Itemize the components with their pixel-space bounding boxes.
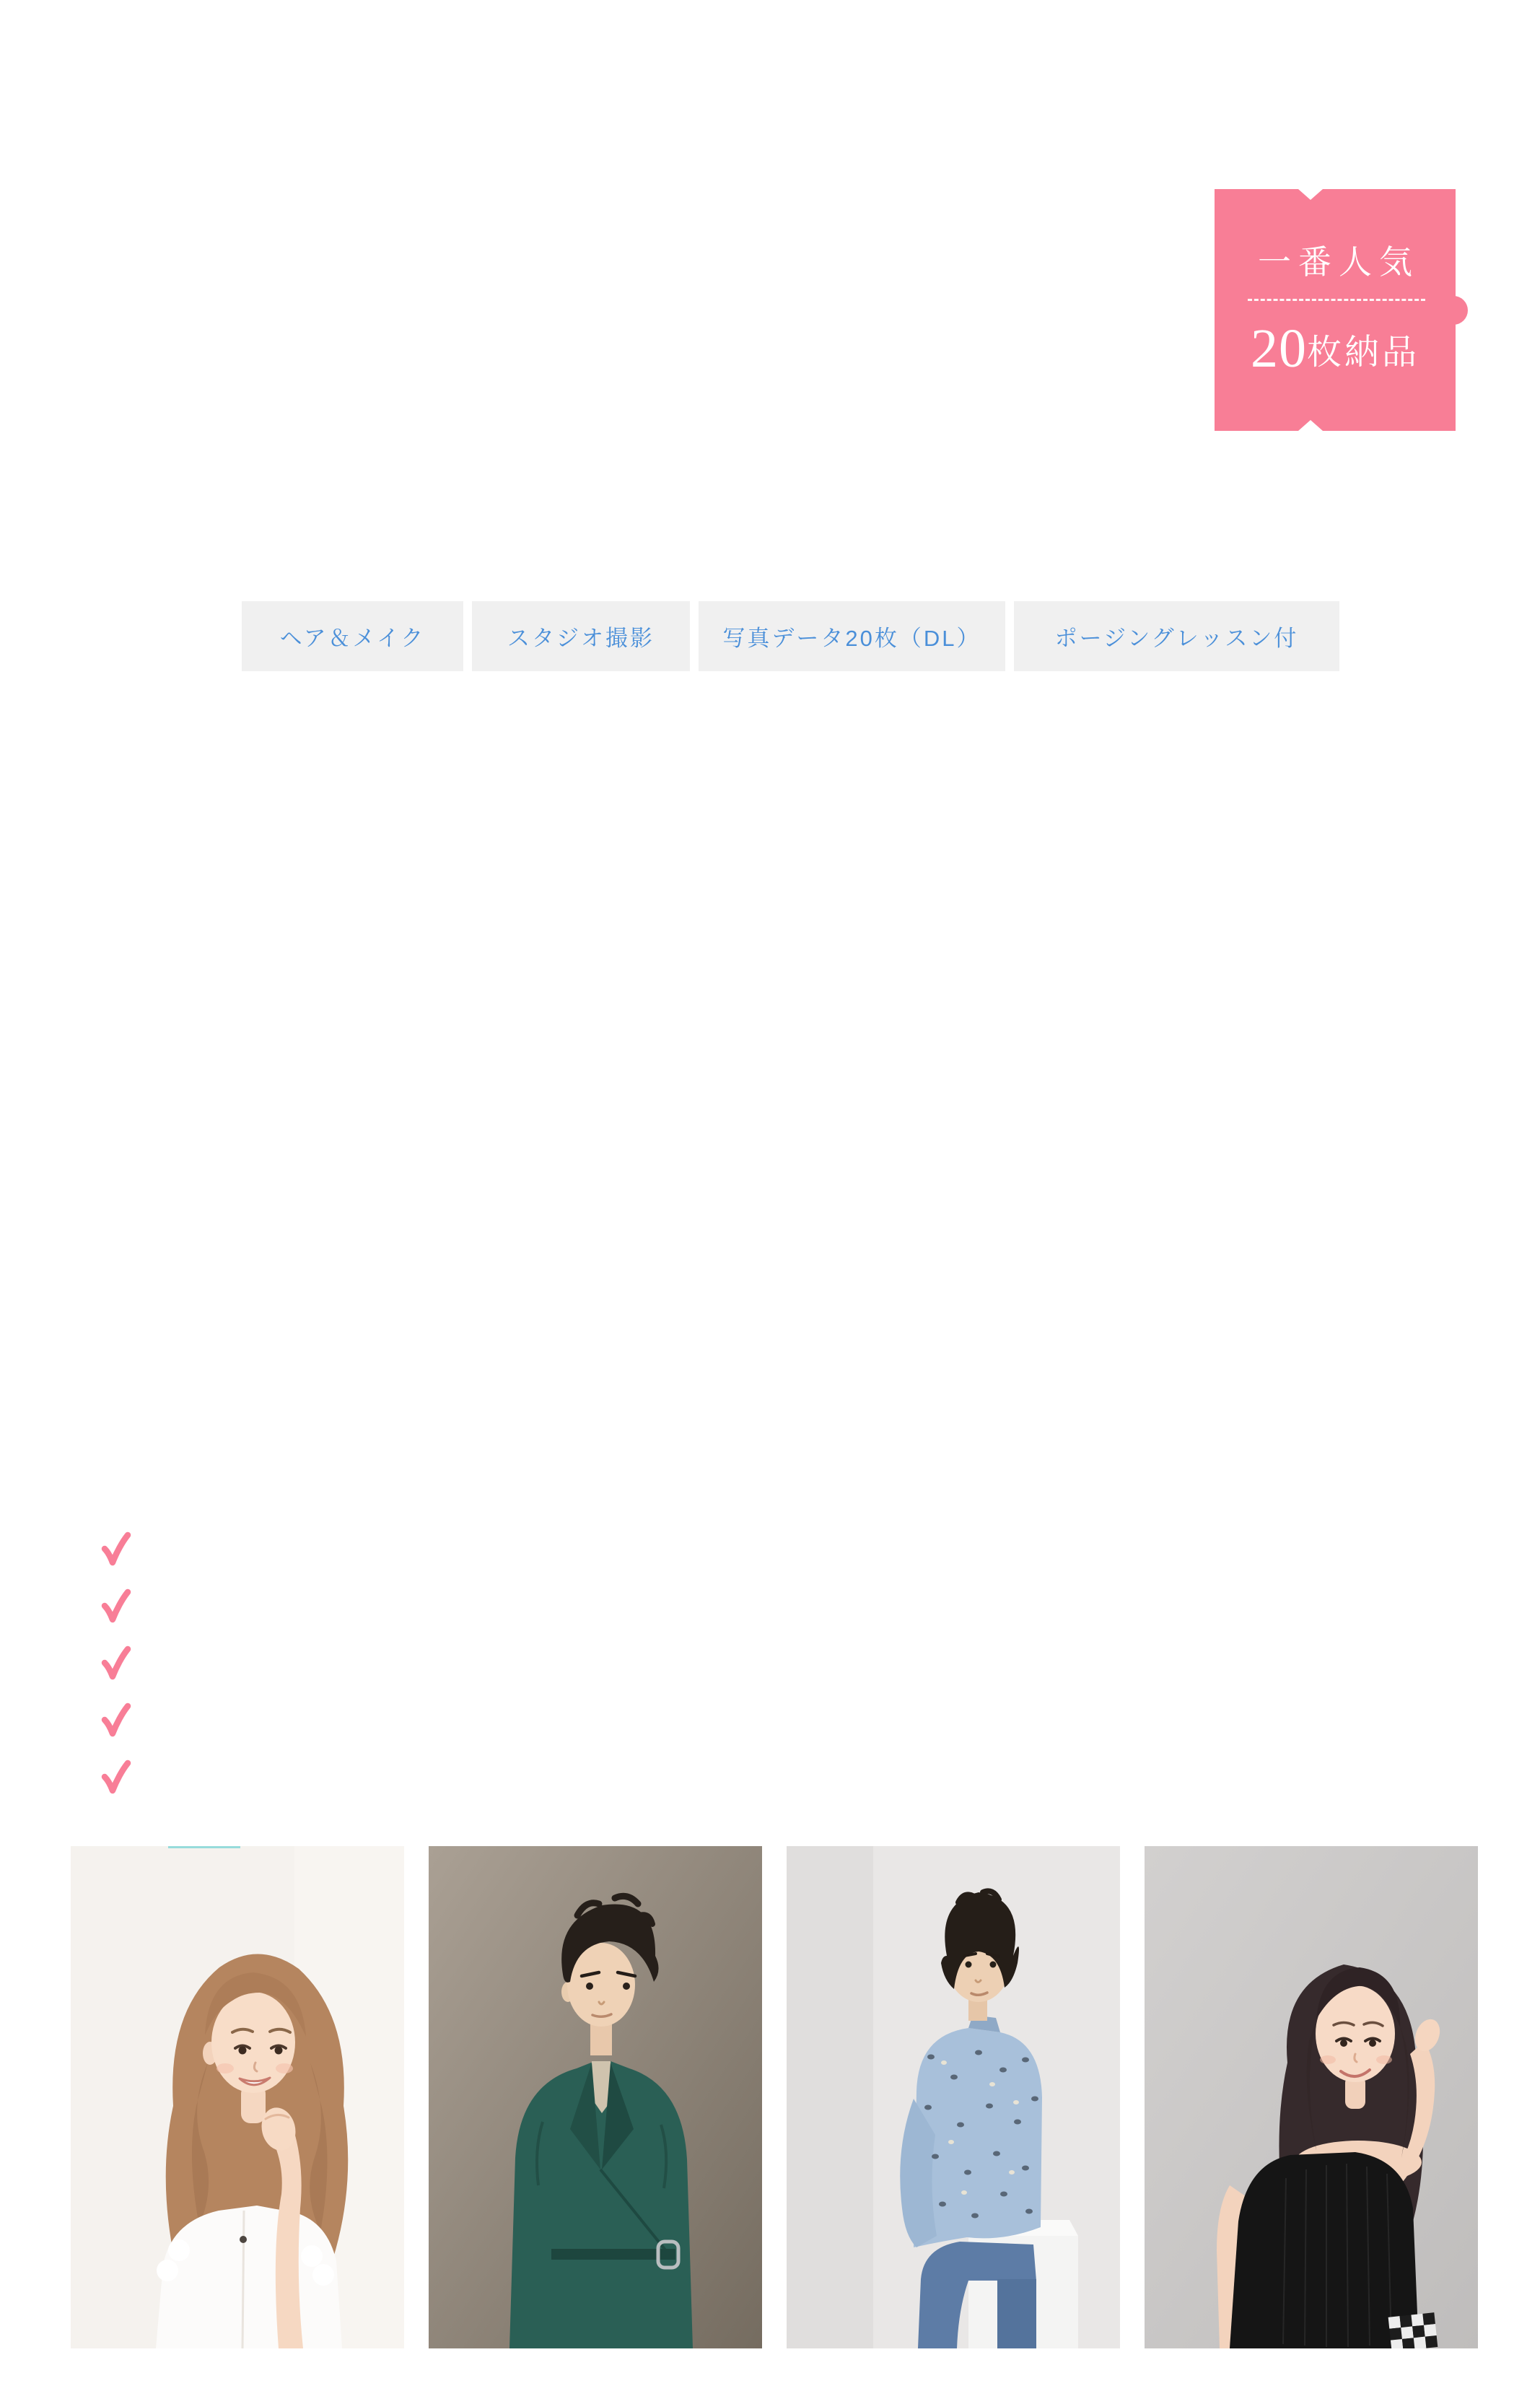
badge-top-notch [1298, 189, 1323, 200]
check-icon [98, 1645, 133, 1684]
feature-tag-photo-data: 写真データ20枚（DL） [699, 601, 1005, 671]
feature-tag-studio: スタジオ撮影 [472, 601, 690, 671]
badge-photo-count: 20 [1250, 318, 1307, 379]
badge-dashed-divider [1248, 299, 1425, 301]
check-icon [98, 1588, 133, 1627]
badge-top-label: 一番人気 [1258, 244, 1419, 281]
portrait-woman-black-knit-top [1145, 1846, 1478, 2348]
check-icon [98, 1703, 133, 1741]
popular-plan-badge [1215, 189, 1456, 431]
portrait-man-teal-jacket [429, 1846, 762, 2348]
badge-bottom-text: 枚納品 [1306, 333, 1419, 372]
badge-right-tab [1439, 296, 1468, 325]
feature-tag-posing-lesson: ポージングレッスン付 [1014, 601, 1339, 671]
portrait-woman-white-blouse [71, 1846, 404, 2348]
list-item [98, 1531, 133, 1588]
badge-bottom-label [1215, 316, 1456, 385]
check-icon [98, 1760, 133, 1798]
checklist [98, 1531, 133, 1817]
model-photo-gallery [71, 1846, 1478, 2348]
list-item [98, 1703, 133, 1760]
feature-tag-row [242, 601, 1339, 671]
list-item [98, 1645, 133, 1703]
portrait-man-blue-print-shirt [787, 1846, 1120, 2348]
list-item [98, 1588, 133, 1645]
feature-tag-hair-make: ヘア＆メイク [242, 601, 463, 671]
badge-bottom-notch [1298, 420, 1323, 431]
list-item [98, 1760, 133, 1817]
check-icon [98, 1531, 133, 1570]
